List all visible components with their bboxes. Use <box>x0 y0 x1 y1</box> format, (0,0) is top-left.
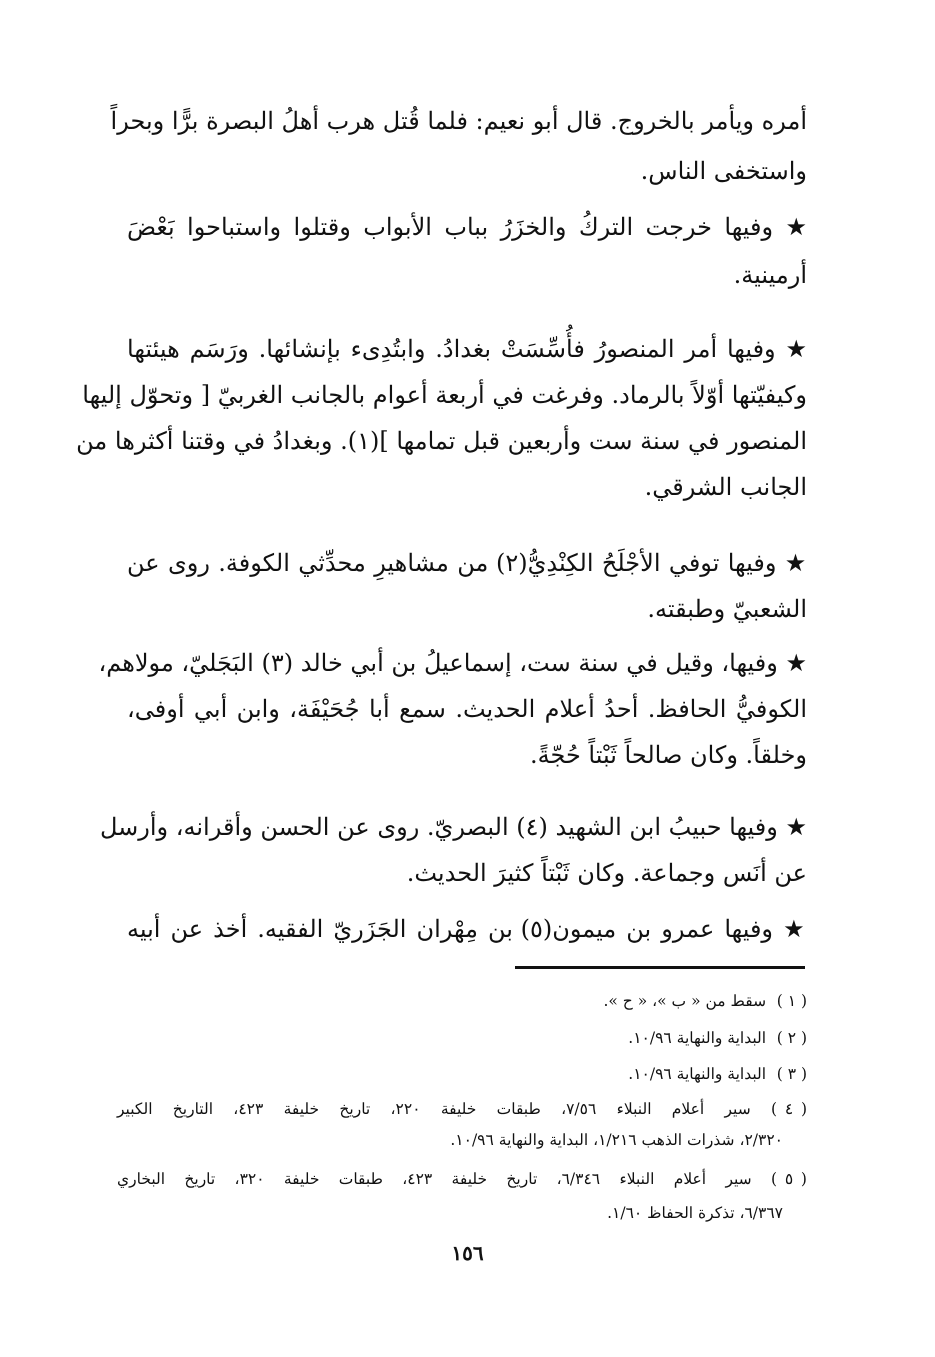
footnote-number: ( ١ ) <box>776 992 807 1010</box>
body-line: أرمينية. <box>733 261 807 289</box>
body-line: وكيفيّتها أوّلاً بالرماد. وفرغت في أربعة أعوام بالجانب الغربيّ [ وتحوّل إليها <box>82 381 807 409</box>
body-line: الجانب الشرقي. <box>644 473 807 501</box>
body-line: وخلقاً. وكان صالحاً ثَبْتاً حُجّةً. <box>529 741 807 769</box>
body-line: ★ وفيها عمرو بن ميمون(٥) بن مِهْران الجَزَريّ الفقيه. أخذ عن أبيه <box>127 915 808 943</box>
footnote-5 <box>117 1166 807 1192</box>
body-line: الكوفيُّ الحافظ. أحدُ أعلام الحديث. سمع أبا جُحَيْفَة، وابن أبي أوفى، <box>127 695 808 723</box>
footnote-1 <box>117 988 807 1014</box>
footnote-number: ( ٢ ) <box>776 1029 807 1047</box>
footnote-3 <box>117 1061 807 1087</box>
body-line: ★ وفيها حبيبُ ابن الشهيد (٤) البصريّ. روى عن الحسن وأقرانه، وأرسل <box>100 813 807 841</box>
footnote-4 <box>117 1096 807 1122</box>
footnote-text: البداية والنهاية ١٠/٩٦. <box>628 1029 767 1047</box>
body-line: الشعبيّ وطبقته. <box>647 595 807 623</box>
footnote-number: ( ٤ ) <box>771 1100 807 1118</box>
footnote-number: ( ٣ ) <box>776 1065 807 1083</box>
footnote-number: ( ٥ ) <box>771 1170 807 1188</box>
footnote-separator <box>515 966 805 969</box>
page-number: ١٥٦ <box>451 1241 484 1265</box>
body-line: واستخفى الناس. <box>640 157 807 185</box>
body-line: ★ وفيها خرجت التركُ والخزَرُ بباب الأبواب وقتلوا واستباحوا بَعْضَ <box>127 213 807 241</box>
body-line: ★ وفيها توفي الأجْلَحُ الكِنْدِيُّ(٢) من مشاهيرِ محدِّثي الكوفة. روى عن <box>127 549 808 577</box>
body-line: ★ وفيها، وقيل في سنة ست، إسماعيلُ بن أبي خالد (٣) البَجَليّ، مولاهم، <box>98 649 807 677</box>
body-line: المنصور في سنة ست وأربعين قبل تمامها ](١). وبغدادُ في وقتنا أكثرها من <box>76 427 807 455</box>
footnote-4-continued: ٢/٣٢٠، شذرات الذهب ١/٢١٦، البداية والنهاية ١٠/٩٦. <box>450 1131 783 1149</box>
footnote-text: سير أعلام النبلاء ٧/٥٦، طبقات خليفة ٢٢٠، تاريخ خليفة ٤٢٣، التاريخ الكبير <box>117 1100 751 1118</box>
body-line: أمره ويأمر بالخروج. قال أبو نعيم: فلما قُتل هرب أهلُ البصرة برًّا وبحراً <box>110 107 807 135</box>
footnote-text: البداية والنهاية ١٠/٩٦. <box>628 1065 767 1083</box>
footnote-2 <box>117 1025 807 1051</box>
footnote-text: سير أعلام النبلاء ٦/٣٤٦، تاريخ خليفة ٤٢٣، طبقات خليفة ٣٢٠، تاريخ البخاري <box>117 1170 752 1188</box>
footnote-text: سقط من « ب »، « ح ». <box>603 992 767 1010</box>
footnote-5-continued: ٦/٣٦٧، تذكرة الحفاظ ١/٦٠. <box>607 1204 783 1222</box>
body-line: ★ وفيها أمر المنصورُ فأُسِّسَتْ بغدادُ. وابتُدِىء بإنشائها. ورَسَم هيئتها <box>127 335 807 363</box>
body-line: عن أنَس وجماعة. وكان ثَبْتاً كثيرَ الحديث. <box>406 859 807 887</box>
